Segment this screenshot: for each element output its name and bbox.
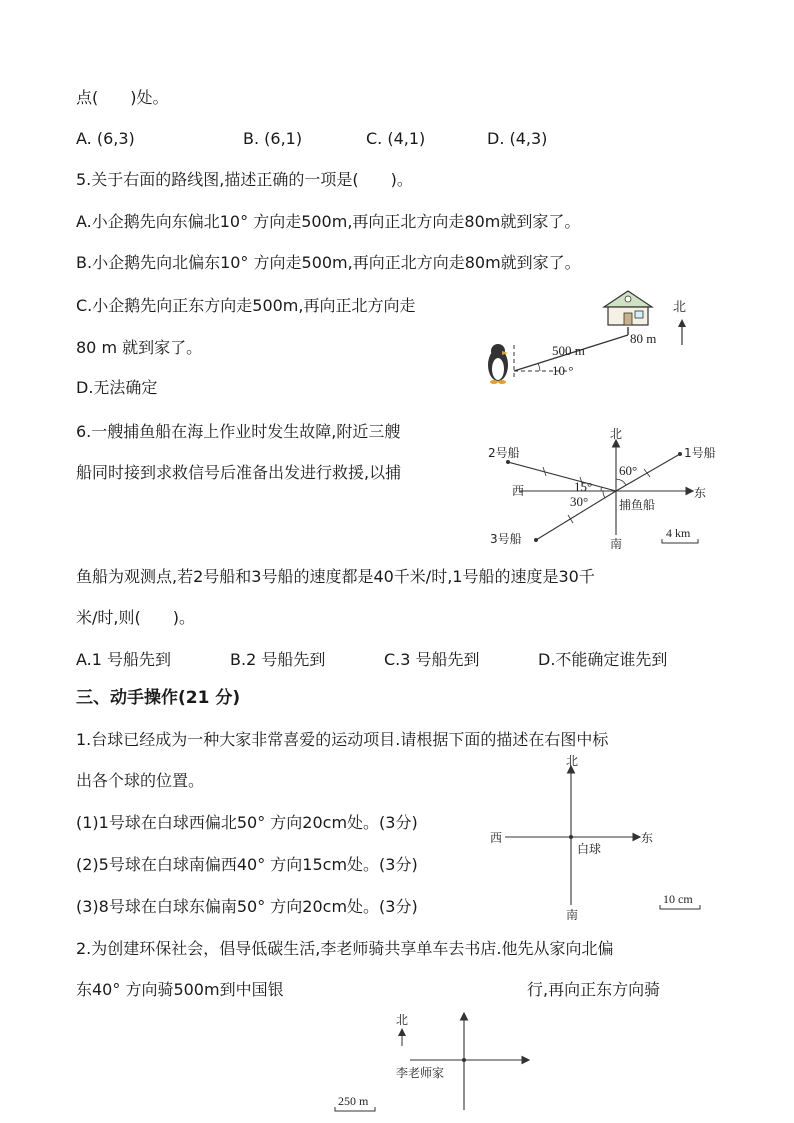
q6-ship3-label: 3号船	[490, 532, 522, 546]
q6-south-label: 南	[610, 537, 623, 551]
s3-q1-item-3: (3)8号球在白球东偏南50° 方向20cm处。(3分)	[76, 897, 418, 916]
penguin-icon	[488, 344, 508, 384]
s3-q1-west: 西	[490, 831, 503, 845]
q5-option-c[interactable]: C.小企鹅先向正东方向走500m,再向正北方向走	[76, 296, 416, 315]
s3-q1-line-2: 出各个球的位置。	[76, 771, 205, 790]
q4-option-c[interactable]: C. (4,1)	[366, 129, 426, 148]
q6-north-label: 北	[610, 427, 623, 441]
s3-q2-north: 北	[396, 1013, 409, 1027]
q5-option-a[interactable]: A.小企鹅先向东偏北10° 方向走500m,再向正北方向走80m就到家了。	[76, 212, 581, 231]
s3-q1-item-2: (2)5号球在白球南偏西40° 方向15cm处。(3分)	[76, 855, 418, 874]
house-icon	[604, 291, 652, 325]
q6-line-4: 米/时,则( )。	[76, 608, 195, 627]
q6-option-c[interactable]: C.3 号船先到	[384, 650, 480, 669]
s3-q2-line-1: 2.为创建环保社会，倡导低碳生活,李老师骑共享单车去书店.他先从家向北偏	[76, 939, 614, 958]
q6-angle-15: 15°	[574, 479, 593, 494]
section-3-title: 三、动手操作(21 分)	[76, 688, 241, 708]
q5-north-label: 北	[673, 300, 687, 315]
q5-option-c-cont: 80 m 就到家了。	[76, 338, 203, 357]
s3-q1-east: 东	[641, 831, 654, 845]
q5-route-figure	[480, 285, 710, 390]
q6-east-label: 东	[694, 486, 707, 500]
q5-angle-label: 10 °	[552, 363, 574, 378]
q6-ship1-label: 1号船	[684, 446, 716, 460]
q5-option-b[interactable]: B.小企鹅先向北偏东10° 方向走500m,再向正北方向走80m就到家了。	[76, 253, 581, 272]
q5-seg2-label: 80 m	[630, 331, 657, 346]
s3-q1-scale-label: 10 cm	[663, 892, 693, 906]
white-ball[interactable]	[569, 835, 573, 839]
north-arrow-icon	[678, 319, 686, 327]
q6-ships-figure	[480, 425, 740, 555]
s3-q2-line-2a: 东40° 方向骑500m到中国银	[76, 980, 284, 999]
q6-angle-30: 30°	[570, 494, 589, 509]
s3-q1-item-1: (1)1号球在白球西偏北50° 方向20cm处。(3分)	[76, 813, 418, 832]
q6-line-1: 6.一艘捕鱼船在海上作业时发生故障,附近三艘	[76, 422, 401, 441]
q6-option-b[interactable]: B.2 号船先到	[230, 650, 326, 669]
s3-q1-north: 北	[566, 754, 579, 768]
s3-q2-home: 李老师家	[396, 1066, 445, 1080]
q6-ship2-label: 2号船	[488, 446, 520, 460]
q6-west-label: 西	[512, 484, 525, 498]
q6-angle-60: 60°	[619, 463, 638, 478]
q4-option-b[interactable]: B. (6,1)	[243, 129, 303, 148]
q6-option-d[interactable]: D.不能确定谁先到	[538, 650, 668, 669]
q5-option-d[interactable]: D.无法确定	[76, 378, 158, 397]
q4-option-a[interactable]: A. (6,3)	[76, 129, 135, 148]
s3-q2-line-2b: 行,再向正东方向骑	[527, 980, 661, 999]
q4-tail: 点( )处。	[76, 88, 169, 107]
q6-option-a[interactable]: A.1 号船先到	[76, 650, 172, 669]
q4-option-d[interactable]: D. (4,3)	[487, 129, 548, 148]
s3-q2-scale-label: 250 m	[338, 1094, 369, 1108]
q6-line-2: 船同时接到求救信号后准备出发进行救援,以捕	[76, 463, 402, 482]
home-route-figure	[330, 1010, 530, 1120]
q6-line-3: 鱼船为观测点,若2号船和3号船的速度都是40千米/时,1号船的速度是30千	[76, 567, 595, 586]
billiards-figure	[485, 755, 715, 925]
q6-center-label: 捕鱼船	[619, 498, 656, 512]
q6-scale-label: 4 km	[666, 526, 691, 540]
q5-stem: 5.关于右面的路线图,描述正确的一项是( )。	[76, 170, 413, 189]
s3-q1-center: 白球	[577, 842, 602, 856]
s3-q1-line-1: 1.台球已经成为一种大家非常喜爱的运动项目.请根据下面的描述在右图中标	[76, 730, 609, 749]
q5-seg1-label: 500 m	[552, 343, 585, 358]
s3-q1-south: 南	[566, 908, 579, 922]
